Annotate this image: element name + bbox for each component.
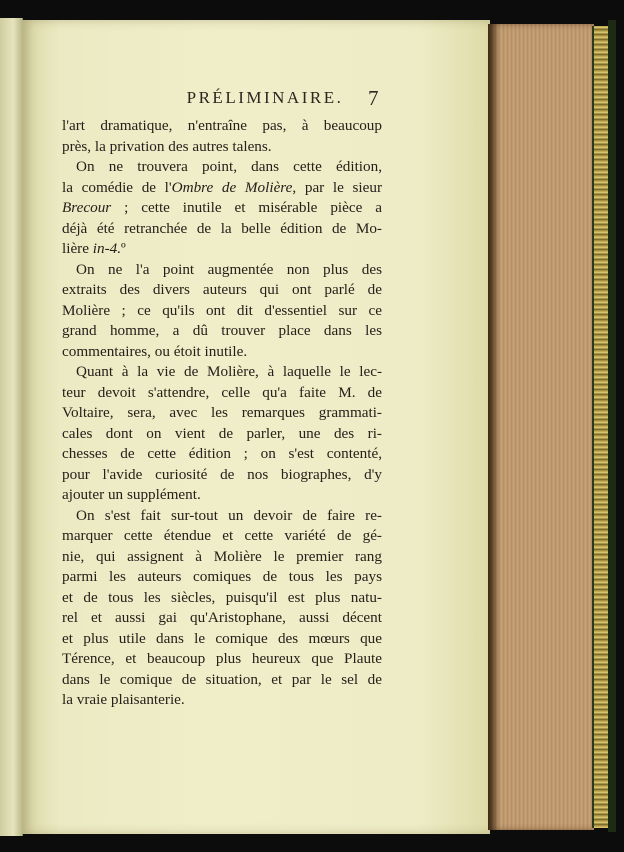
running-head: PRÉLIMINAIRE. (186, 88, 344, 107)
text-line: ajouter un supplément. (62, 486, 201, 503)
text-line: cales dont on vient de parler, une des ri- (62, 424, 382, 442)
text-line: parmi les auteurs comiques de tous les pays (62, 568, 382, 585)
text-line: dans le comique de situation, et par le sel de (62, 670, 382, 688)
text-line: extraits des divers auteurs qui ont parlé de (62, 281, 382, 298)
italic-title: Ombre de Molière (171, 178, 293, 196)
text-line: On s'est fait sur-tout un devoir de faire re- (76, 506, 382, 524)
text-line: Molière ; ce qu'ils ont dit d'essentiel sur ce (62, 301, 382, 319)
italic-title: Brecour (62, 199, 112, 216)
italic-title: in-4. (92, 240, 122, 257)
text-line: chesses de cette édition ; on s'est contenté, (62, 445, 382, 462)
text-line: et de tous les siècles, puisqu'il est plus natu- (62, 588, 382, 606)
text-line: lière in-4.º (62, 240, 126, 257)
text-line: On ne l'a point augmentée non plus des (76, 260, 382, 278)
text-line: l'art dramatique, n'entraîne pas, à beaucoup (62, 117, 382, 134)
text-line: On ne trouvera point, dans cette édition, (76, 158, 382, 175)
text-line: rel et aussi gai qu'Aristophane, aussi décent (62, 609, 382, 626)
previous-page-edge (0, 18, 23, 836)
text-line: et plus utile dans le comique des mœurs que (62, 629, 382, 647)
fore-edge-shadow (488, 24, 500, 830)
page-number: 7 (368, 86, 379, 110)
text-line: la vraie plaisanterie. (62, 691, 185, 708)
text-line: teur devoit s'attendre, celle qu'a faite M. de (62, 383, 382, 401)
page-body-text (62, 116, 382, 711)
text-line: Térence, et beaucoup plus heureux que Plaute (62, 650, 382, 667)
cover-rim (608, 20, 616, 832)
text-line: commentaires, ou étoit inutile. (62, 342, 248, 360)
text-line: pour l'avide curiosité de nos biographes, d'y (62, 465, 382, 483)
text-line: Brecour ; cette inutile et misérable pièce a (62, 199, 382, 216)
text-line: Quant à la vie de Molière, à laquelle le lec- (76, 363, 382, 380)
page-block-fore-edge (488, 24, 594, 830)
text-line: la comédie de l'Ombre de Molière, par le sieur (62, 178, 383, 196)
text-line: déjà été retranchée de la belle édition de Mo- (62, 219, 382, 237)
text-line: près, la privation des autres talens. (62, 137, 272, 155)
text-line: nie, qui assignent à Molière le premier rang (62, 547, 382, 565)
text-line: grand homme, a dû trouver place dans les (62, 322, 382, 339)
text-line: Voltaire, sera, avec les remarques grammati- (62, 404, 382, 421)
text-line: marquer cette étendue et cette variété de gé- (62, 527, 382, 544)
